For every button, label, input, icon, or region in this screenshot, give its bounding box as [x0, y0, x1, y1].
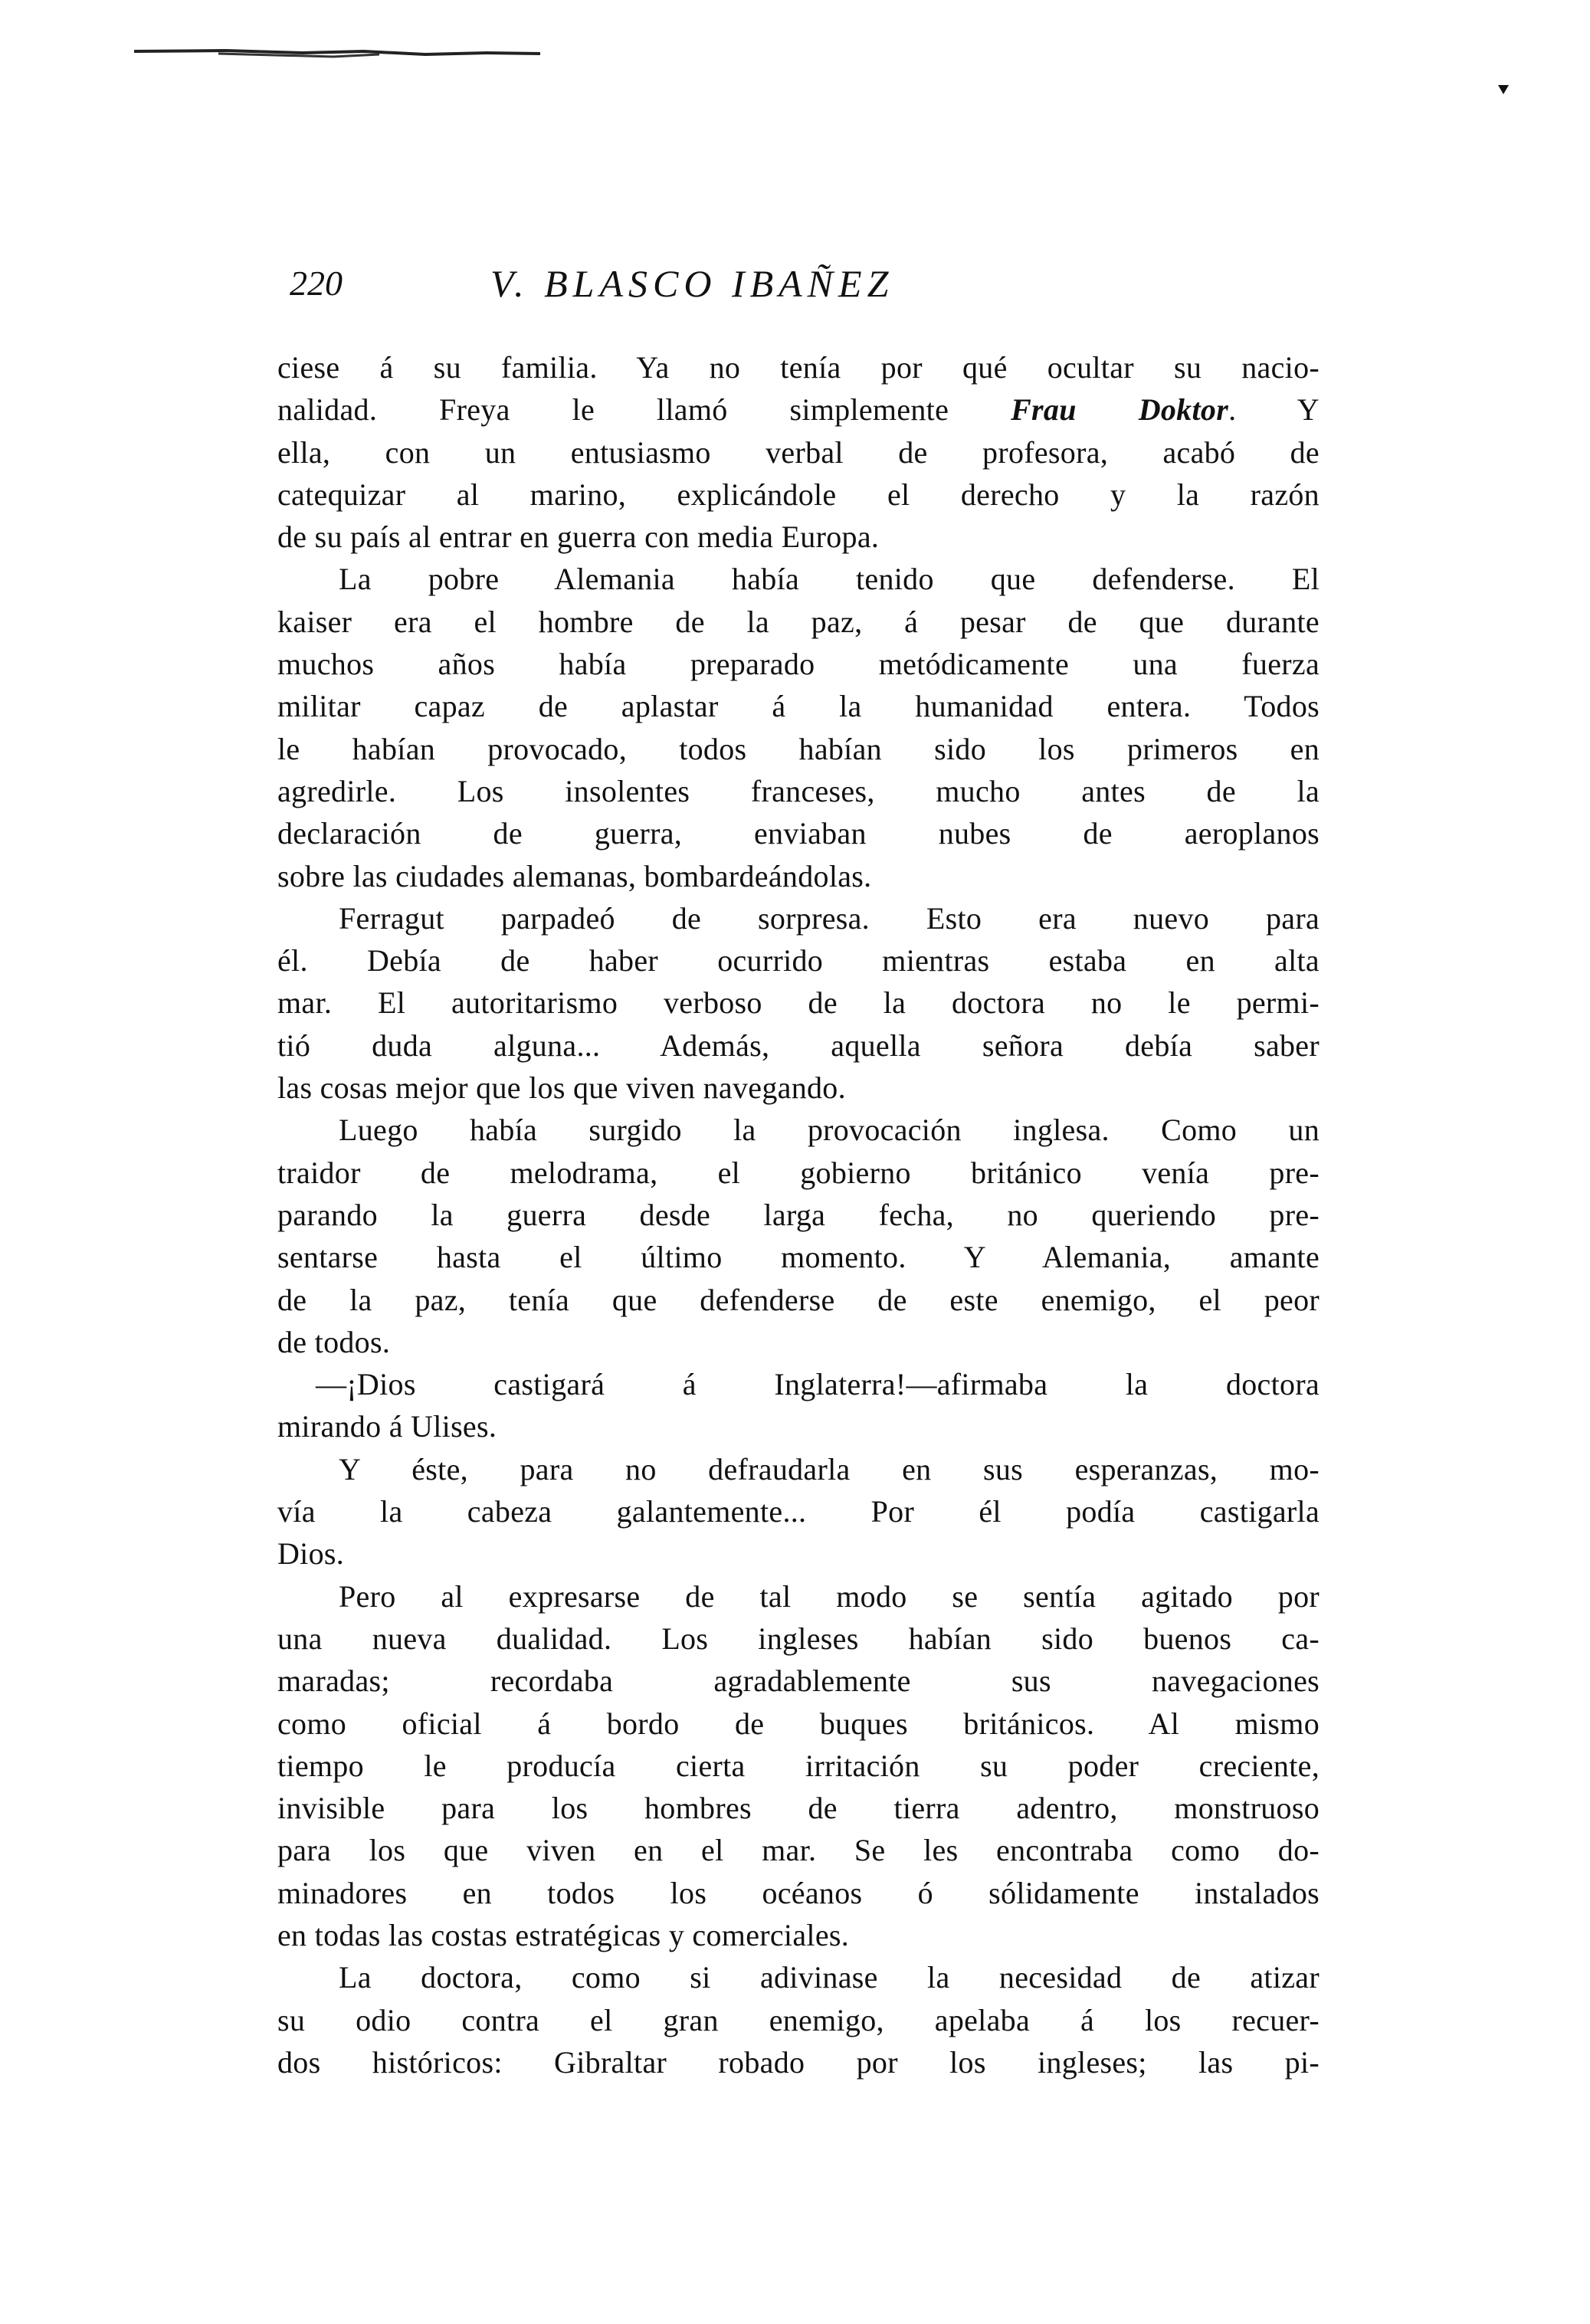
text-line-segment: nalidad. Freya le llamó simplemente: [277, 392, 949, 428]
text-line: le habían provocado, todos habían sido los primeros en: [277, 731, 1320, 766]
text-line: Pero al expresarse de tal modo se sentía agitado por: [339, 1578, 1320, 1614]
text-line: La pobre Alemania había tenido que defenderse. El: [339, 562, 1320, 597]
text-line: su odio contra el gran enemigo, apelaba á los recuer-: [277, 2002, 1320, 2037]
text-line: declaración de guerra, enviaban nubes de aeroplanos: [277, 816, 1320, 851]
text-line: Y éste, para no defraudarla en sus esperanzas, mo-: [339, 1451, 1320, 1487]
text-line: militar capaz de aplastar á la humanidad entera. Todos: [277, 689, 1320, 724]
text-line: de la paz, tenía que defenderse de este enemigo, el peor: [277, 1282, 1320, 1317]
page-number: 220: [290, 264, 343, 303]
text-line: para los que viven en el mar. Se les encontraba como do-: [277, 1833, 1320, 1868]
text-line: Dios.: [277, 1536, 345, 1572]
page-header: [290, 257, 1332, 310]
text-line: maradas; recordaba agradablemente sus navegaciones: [277, 1664, 1320, 1699]
text-line: tiempo le producía cierta irritación su poder creciente,: [277, 1748, 1320, 1783]
italic-term: Frau Doktor: [1011, 392, 1229, 428]
text-line-segment: . Y: [1228, 392, 1320, 428]
text-line: tió duda alguna... Además, aquella señora debía saber: [277, 1028, 1320, 1063]
scan-artifact-dot: [1497, 83, 1510, 97]
text-line: como oficial á bordo de buques británicos. Al mismo: [277, 1706, 1320, 1741]
text-line: las cosas mejor que los que viven navegando.: [277, 1070, 846, 1106]
scan-artifact-mark: [134, 48, 540, 58]
text-line: parando la guerra desde larga fecha, no queriendo pre-: [277, 1197, 1320, 1232]
text-line: Luego había surgido la provocación inglesa. Como un: [339, 1113, 1320, 1148]
text-line: sobre las ciudades alemanas, bombardeándolas.: [277, 858, 872, 893]
text-line: mirando á Ulises.: [277, 1409, 497, 1444]
text-line: ella, con un entusiasmo verbal de profesora, acabó de: [277, 434, 1320, 470]
body-text: [277, 346, 1320, 2083]
text-line: una nueva dualidad. Los ingleses habían sido buenos ca-: [277, 1621, 1320, 1656]
text-line: Ferragut parpadeó de sorpresa. Esto era nuevo para: [339, 900, 1320, 936]
text-line: él. Debía de haber ocurrido mientras estaba en alta: [277, 943, 1320, 978]
running-head: V. BLASCO IBAÑEZ: [490, 262, 894, 305]
text-line: traidor de melodrama, el gobierno británico venía pre-: [277, 1155, 1320, 1190]
text-line: minadores en todos los océanos ó sólidamente instalados: [277, 1875, 1320, 1910]
text-line: kaiser era el hombre de la paz, á pesar de que durante: [277, 604, 1320, 639]
text-line: —¡Dios castigará á Inglaterra!—afirmaba la doctora: [316, 1367, 1320, 1402]
text-line: agredirle. Los insolentes franceses, mucho antes de la: [277, 773, 1320, 808]
text-line: sentarse hasta el último momento. Y Alemania, amante: [277, 1240, 1320, 1275]
text-line: invisible para los hombres de tierra adentro, monstruoso: [277, 1791, 1320, 1826]
text-line: de todos.: [277, 1324, 391, 1359]
text-line: [277, 388, 1320, 431]
text-line: catequizar al marino, explicándole el derecho y la razón: [277, 477, 1320, 512]
text-line: La doctora, como si adivinase la necesidad de atizar: [339, 1960, 1320, 1995]
text-line: vía la cabeza galantemente... Por él podía castigarla: [277, 1494, 1320, 1529]
text-line: dos históricos: Gibraltar robado por los ingleses; las pi-: [277, 2044, 1320, 2080]
text-line: en todas las costas estratégicas y comerciales.: [277, 1917, 850, 1952]
text-line: muchos años había preparado metódicamente una fuerza: [277, 647, 1320, 682]
text-line: mar. El autoritarismo verboso de la doctora no le permi-: [277, 985, 1320, 1021]
text-line: de su país al entrar en guerra con media Europa.: [277, 520, 880, 555]
text-line: ciese á su familia. Ya no tenía por qué ocultar su nacio-: [277, 350, 1320, 385]
